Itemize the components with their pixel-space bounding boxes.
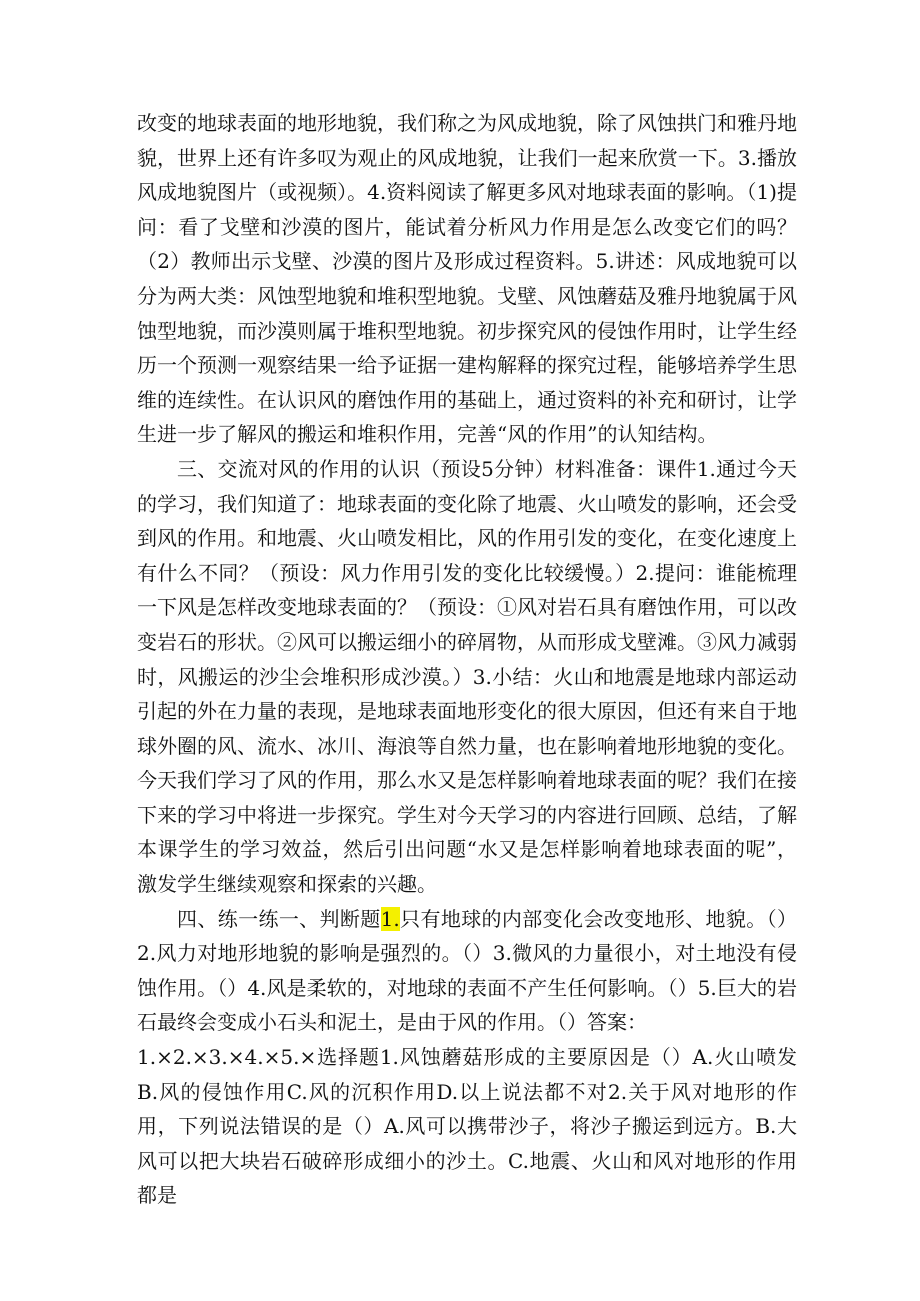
- highlighted-number: 1.: [380, 906, 400, 931]
- paragraph-answers-choices: 1.×2.×3.×4.×5.×选择题1.风蚀蘑菇形成的主要原因是（）A.火山喷发B.风的侵蚀作用C.风的沉积作用D.以上说法都不对2.关于风对地形的作用，下列说法错误的是（）A.风可以携带沙子，将沙子搬运到远方。B.大风可以把大块岩石破碎形成细小的沙土。C.地震、火山和风对地形的作用都是: [137, 1045, 797, 1208]
- document-page: [137, 106, 797, 1213]
- paragraph-exercises: [137, 902, 797, 1040]
- exercise-questions: 只有地球的内部变化会改变地形、地貌。（）2.风力对地形地貌的影响是强烈的。（）3.微风的力量很小，对土地没有侵蚀作用。（）4.风是柔软的，对地球的表面不产生任何影响。（）5.巨大的岩石最终会变成小石头和泥土，是由于风的作用。（）答案：: [137, 906, 798, 1035]
- paragraph-wind-landforms: 改变的地球表面的地形地貌，我们称之为风成地貌，除了风蚀拱门和雅丹地貌，世界上还有许多叹为观止的风成地貌，让我们一起来欣赏一下。3.播放风成地貌图片（或视频）。4.资料阅读了解更多风对地球表面的影响。（1)提问：看了戈壁和沙漠的图片，能试着分析风力作用是怎么改变它们的吗？（2）教师出示戈壁、沙漠的图片及形成过程资料。5.讲述：风成地貌可以分为两大类：风蚀型地貌和堆积型地貌。戈壁、风蚀蘑菇及雅丹地貌属于风蚀型地貌，而沙漠则属于堆积型地貌。初步探究风的侵蚀作用时，让学生经历一个预测一观察结果一给予证据一建构解释的探究过程，能够培养学生思维的连续性。在认识风的磨蚀作用的基础上，通过资料的补充和研讨，让学生进一步了解风的搬运和堆积作用，完善“风的作用”的认知结构。: [137, 111, 797, 447]
- exercise-heading: 四、练一练一、判断题: [177, 906, 381, 931]
- paragraph-discussion: 三、交流对风的作用的认识（预设5分钟）材料准备：课件1.通过今天的学习，我们知道了：地球表面的变化除了地震、火山喷发的影响，还会受到风的作用。和地震、火山喷发相比，风的作用引发的变化，在变化速度上有什么不同？（预设：风力作用引发的变化比较缓慢。）2.提问：谁能梳理一下风是怎样改变地球表面的？（预设：①风对岩石具有磨蚀作用，可以改变岩石的形状。②风可以搬运细小的碎屑物，从而形成戈壁滩。③风力减弱时，风搬运的沙尘会堆积形成沙漠。）3.小结：火山和地震是地球内部运动引起的外在力量的表现，是地球表面地形变化的很大原因，但还有来自于地球外圈的风、流水、冰川、海浪等自然力量，也在影响着地形地貌的变化。今天我们学习了风的作用，那么水又是怎样影响着地球表面的呢？我们在接下来的学习中将进一步探究。学生对今天学习的内容进行回顾、总结，了解本课学生的学习效益，然后引出问题“水又是怎样影响着地球表面的呢”，激发学生继续观察和探索的兴趣。: [137, 456, 797, 897]
